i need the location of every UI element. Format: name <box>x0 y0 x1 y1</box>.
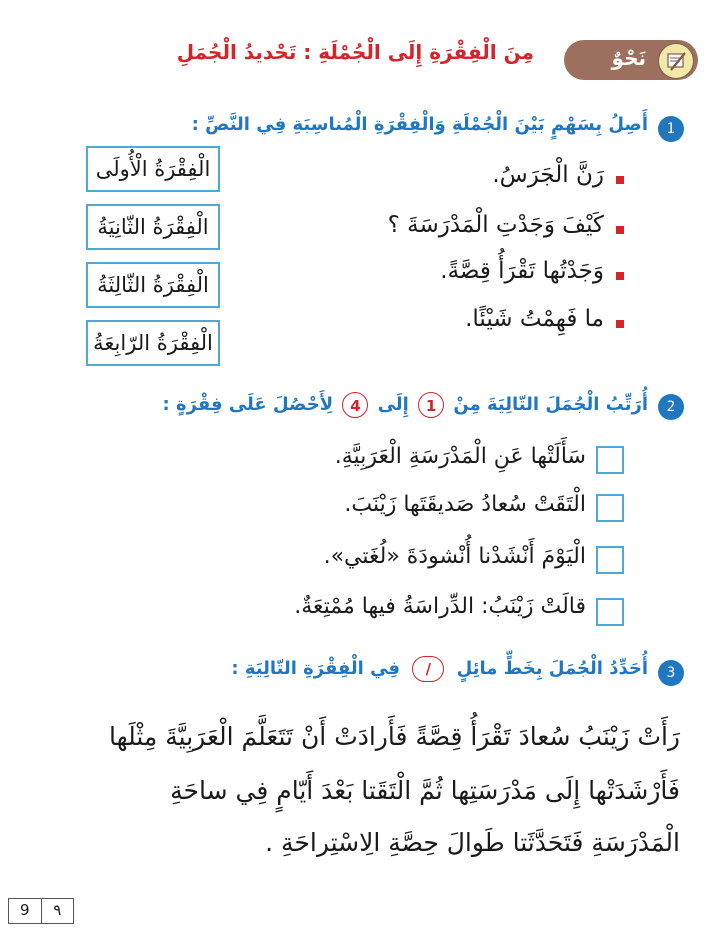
instruction-text: أُحَدِّدُ الْجُمَلَ بِخَطٍّ مائِلٍ <box>456 658 648 679</box>
section-1-instruction: أَصِلُ بِسَهْمٍ بَيْنَ الْجُمْلَةِ وَالْفِقْرَةِ الْمُناسِبَةِ فِي النَّصِّ : <box>191 114 648 135</box>
match-sentence: رَنَّ الْجَرَسُ. <box>492 162 604 188</box>
instruction-text: إِلَى <box>377 394 409 415</box>
paragraph-target-box[interactable]: الْفِقْرَةُ الْأُولَى <box>86 146 220 192</box>
section-2-number: 2 <box>658 394 684 420</box>
from-number-circle: 1 <box>418 392 444 418</box>
to-number-circle: 4 <box>342 392 368 418</box>
order-input-box[interactable] <box>596 598 624 626</box>
order-sentence: الْتَقَتْ سُعادُ صَديقَتَها زَيْنَبَ. <box>344 492 586 517</box>
badge-label: نَحْوٌ <box>611 46 646 70</box>
paragraph-target-box[interactable]: الْفِقْرَةُ الثّانِيَةُ <box>86 204 220 250</box>
passage-line: فَأَرْشَدَتْها إِلَى مَدْرَسَتِها ثُمَّ الْتَقَتا بَعْدَ أَيّامٍ فِي ساحَةِ <box>170 776 680 805</box>
section-1-number: 1 <box>658 116 684 142</box>
page-number-box <box>8 898 74 924</box>
lesson-badge <box>564 40 698 80</box>
order-sentence: قالَتْ زَيْنَبُ: الدِّراسَةُ فيها مُمْتِعَةٌ. <box>294 594 586 619</box>
bullet-icon <box>616 226 624 234</box>
instruction-text: فِي الْفِقْرَةِ التّالِيَةِ : <box>231 658 401 679</box>
page-number-western: 9 <box>19 901 30 919</box>
page-title: مِنَ الْفِقْرَةِ إِلَى الْجُمْلَةِ : تَحْديدُ الْجُمَلِ <box>176 40 534 64</box>
order-input-box[interactable] <box>596 494 624 522</box>
bullet-icon <box>616 176 624 184</box>
passage-line: الْمَدْرَسَةِ فَتَحَدَّثَتا طَوالَ حِصَّةِ الِاسْتِراحَةِ . <box>265 828 680 857</box>
match-sentence: وَجَدْتُها تَقْرَأُ قِصَّةً. <box>440 258 604 284</box>
bullet-icon <box>616 320 624 328</box>
page-number-arabic: ٩ <box>41 899 74 923</box>
bullet-icon <box>616 272 624 280</box>
paragraph-target-box[interactable]: الْفِقْرَةُ الرّابِعَةُ <box>86 320 220 366</box>
match-sentence: كَيْفَ وَجَدْتِ الْمَدْرَسَةَ ؟ <box>387 212 604 238</box>
order-input-box[interactable] <box>596 446 624 474</box>
paragraph-target-box[interactable]: الْفِقْرَةُ الثّالِثَةُ <box>86 262 220 308</box>
instruction-text: لِأَحْصُلَ عَلَى فِقْرَةٍ : <box>162 394 334 415</box>
order-sentence: سَأَلَتْها عَنِ الْمَدْرَسَةِ الْعَرَبِيَّةِ. <box>334 444 586 469</box>
section-3-instruction <box>231 656 648 682</box>
section-3-number: 3 <box>658 660 684 686</box>
order-sentence: الْيَوْمَ أَنْشَدْنا أُنْشودَةَ «لُغَتي». <box>323 544 586 569</box>
section-2-instruction <box>163 392 648 418</box>
match-sentence: ما فَهِمْتُ شَيْئًا. <box>465 306 604 332</box>
instruction-text: أُرَتِّبُ الْجُمَلَ التّالِيَةَ مِنْ <box>453 394 648 415</box>
pencil-paper-icon <box>658 43 694 79</box>
order-input-box[interactable] <box>596 546 624 574</box>
passage-line: رَأَتْ زَيْنَبُ سُعادَ تَقْرَأُ قِصَّةً فَأَرادَتْ أَنْ تَتَعَلَّمَ الْعَرَبِيَّةَ مِثْلَها <box>108 722 680 751</box>
slash-symbol: / <box>412 656 444 682</box>
